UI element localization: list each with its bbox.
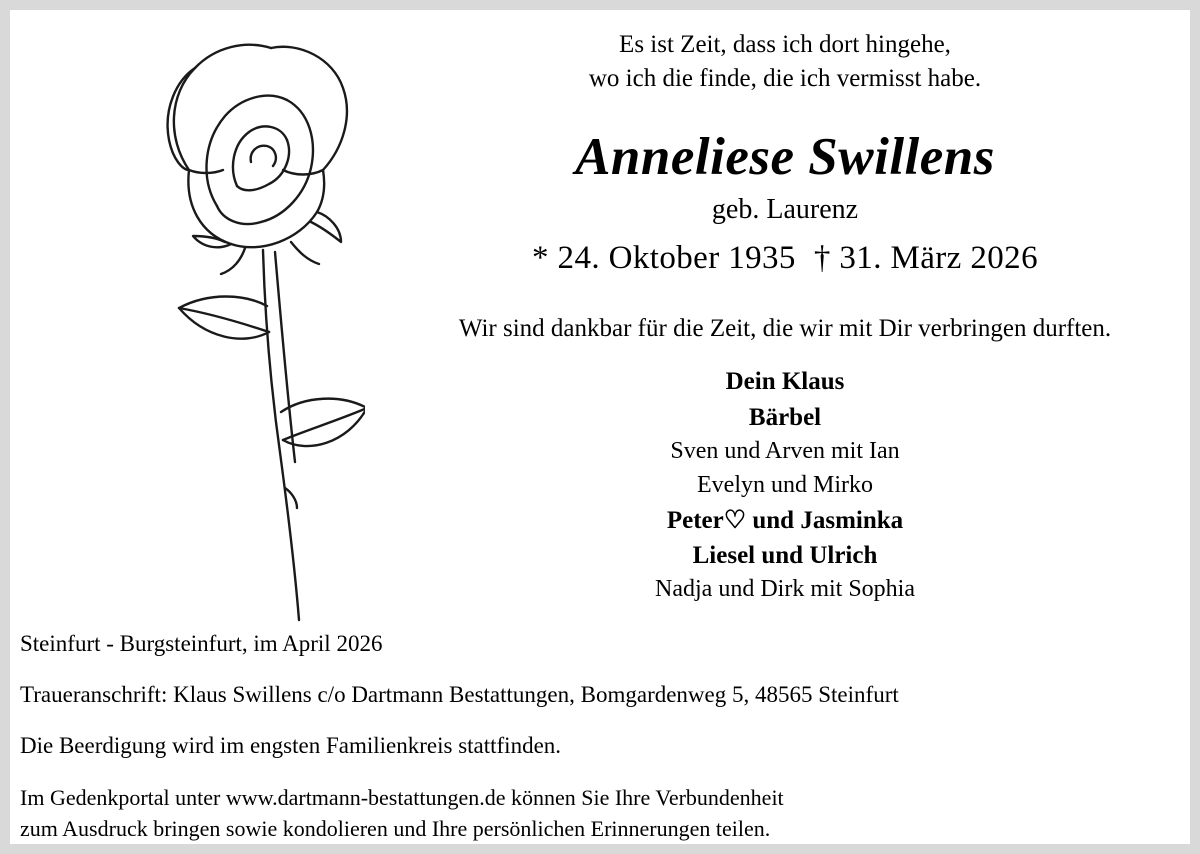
footer-information [20,630,1180,845]
thanks-message: Wir sind dankbar für die Zeit, die wir mit Dir verbringen durften. [458,315,1112,343]
list-item: Liesel und Ulrich [692,541,878,569]
family-list [390,365,1180,606]
deceased-name: Anneliese Swillens [575,128,995,186]
list-item: Bärbel [748,403,822,431]
list-item: Dein Klaus [725,368,845,396]
maiden-name: geb. Laurenz [711,194,859,226]
death-date: † 31. März 2026 [813,240,1038,277]
mourning-address: Traueranschrift: Klaus Swillens c/o Dartmann Bestattungen, Bomgardenweg 5, 48565 Steinfurt [20,681,899,707]
memorial-portal-line-2: zum Ausdruck bringen sowie kondolieren und Ihre persönlichen Erinnerungen teilen. [20,816,771,842]
memorial-portal-note [20,782,1180,844]
list-item: Peter♡ und Jasminka [666,506,904,534]
life-dates [390,240,1180,277]
rose-illustration [85,20,365,630]
verse-line-1: Es ist Zeit, dass ich dort hingehe, [619,31,951,58]
list-item: Nadja und Dirk mit Sophia [655,576,915,603]
place-and-date: Steinfurt - Burgsteinfurt, im April 2026 [20,631,383,656]
list-item: Sven und Arven mit Ian [670,437,900,464]
funeral-note: Die Beerdigung wird im engsten Familienkreis stattfinden. [20,732,562,758]
obituary-card-inner [10,10,1190,844]
verse-line-2: wo ich die finde, die ich vermisst habe. [588,65,982,92]
memorial-portal-line-1: Im Gedenkportal unter www.dartmann-bestattungen.de können Sie Ihre Verbundenheit [20,785,784,811]
notice-text-block [390,28,1180,608]
list-item: Evelyn und Mirko [697,471,873,498]
verse [390,28,1180,96]
birth-date: * 24. Oktober 1935 [532,240,796,277]
